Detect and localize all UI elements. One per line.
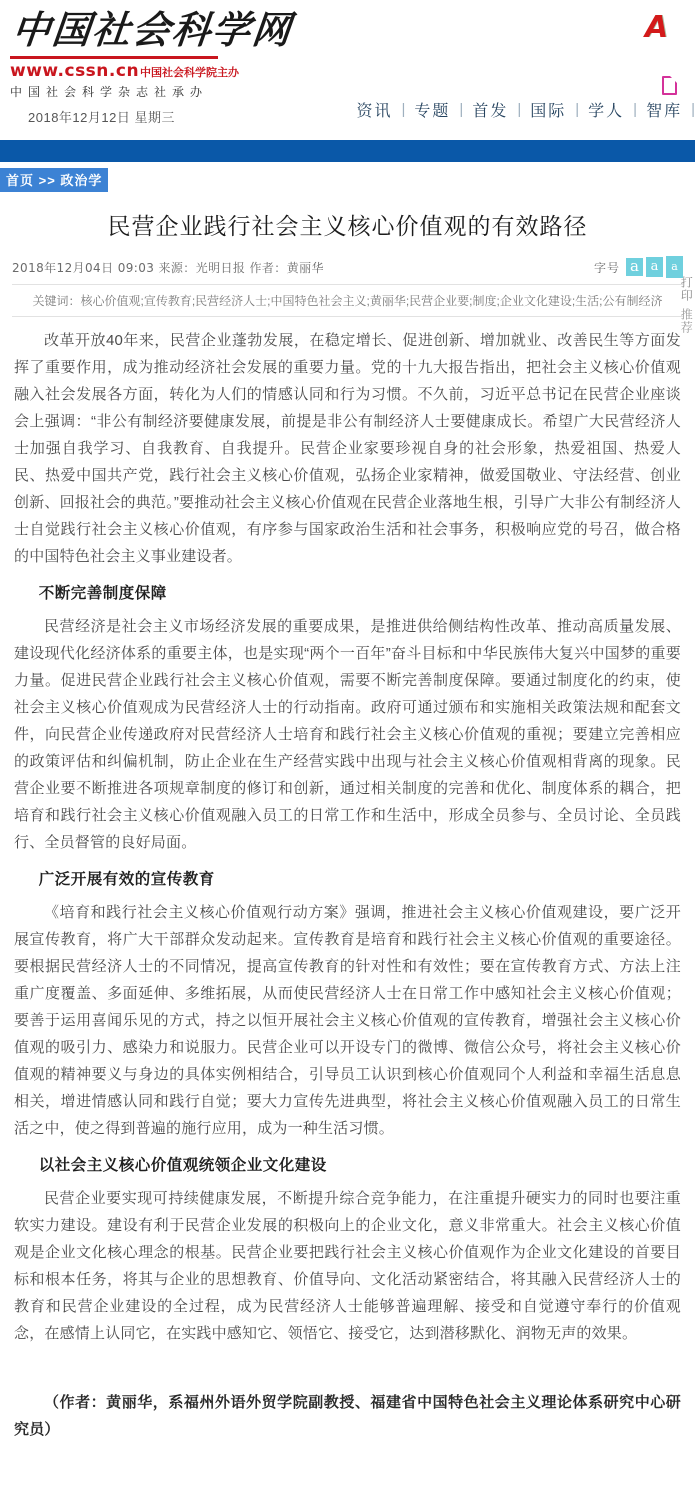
nav-item-zhiku[interactable]: 智库 xyxy=(646,103,683,120)
nav-item-zhuanti[interactable]: 专题 xyxy=(414,103,451,120)
print-button[interactable]: 打印 xyxy=(679,276,694,302)
site-logo[interactable] xyxy=(9,10,295,126)
fontsize-small-button[interactable]: a xyxy=(666,256,683,278)
site-url: www.cssn.cn xyxy=(10,60,140,81)
article-body xyxy=(0,317,695,1471)
brand-mark-glyph: A xyxy=(645,10,665,45)
side-tools xyxy=(673,276,695,334)
logo-underline xyxy=(10,56,218,59)
newspaper-icon[interactable] xyxy=(662,76,677,95)
breadcrumb[interactable]: 首页 >> 政治学 xyxy=(0,168,108,192)
nav-separator: | xyxy=(517,101,522,118)
fontsize-label: 字号 xyxy=(593,260,620,275)
article-paragraph-intro: 改革开放40年来，民营企业蓬勃发展，在稳定增长、促进创新、增加就业、改善民生等方面发挥了重要作用，成为推动经济社会发展的重要力量。党的十九大报告指出，把社会主义核心价值观融入社会发展各方面，转化为人们的情感认同和行为习惯。不久前，习近平总书记在民营企业座谈会上强调：“非公有制经济要健康发展，前提是非公有制经济人士要健康成长。希望广大民营经济人士加强自我学习、自我教育、自我提升。民营企业家要珍视自身的社会形象，热爱祖国、热爱人民、热爱中国共产党，践行社会主义核心价值观，弘扬企业家精神，做爱国敬业、守法经营、创业创新、回报社会的典范。”要推动社会主义核心价值观在民营企业落地生根，引导广大非公有制经济人士自觉践行社会主义核心价值观，有序参与国家政治生活和社会事务，积极响应党的号召，做合格的中国特色社会主义事业建设者。 xyxy=(14,331,681,565)
nav-separator: | xyxy=(401,101,406,118)
brand-mark-icon xyxy=(645,12,687,46)
nav-separator: | xyxy=(459,101,464,118)
page-title: 民营企业践行社会主义核心价值观的有效路径 xyxy=(107,213,588,239)
section-body-1: 民营经济是社会主义市场经济发展的重要成果，是推进供给侧结构性改革、推动高质量发展、建设现代化经济体系的重要主体，也是实现“两个一百年”奋斗目标和中华民族伟大复兴中国梦的重要力量。促进民营企业践行社会主义核心价值观，需要不断完善制度保障。要通过制度化的约束，使社会主义核心价值观成为民营经济人士的行动指南。政府可通过颁布和实施相关政策法规和配套文件，向民营企业传递政府对民营经济人士培育和践行社会主义核心价值观的重视；要建立完善相应的政策评估和纠偏机制，防止企业在生产经营实践中出现与社会主义核心价值观相背离的现象。民营企业要不断推进各项规章制度的修订和创新，通过相关制度的完善和优化、制度体系的耦合，把培育和践行社会主义核心价值观融入员工的日常工作和生活中，形成全员参与、全员讨论、全员践行、全员督管的良好局面。 xyxy=(14,617,681,851)
article-header xyxy=(0,210,695,334)
nav-item-xueren[interactable]: 学人 xyxy=(588,103,625,120)
section-heading-1: 不断完善制度保障 xyxy=(38,584,167,602)
section-body-3: 民营企业要实现可持续健康发展，不断提升综合竞争能力，在注重提升硬实力的同时也要注重软实力建设。建设有利于民营企业发展的积极向上的企业文化，意义非常重大。社会主义核心价值观是企业文化核心理念的根基。民营企业要把践行社会主义核心价值观作为企业文化建设的首要目标和根本任务，将其与企业的思想教育、价值导向、文化活动紧密结合，将其融入民营经济人士的教育和民营企业建设的全过程，成为民营经济人士能够普遍理解、接受和自觉遵守奉行的价值观念，在感情上认同它，在实践中感知它、领悟它、接受它，达到潜移默化、润物无声的效果。 xyxy=(14,1189,681,1342)
site-publisher: 中国社会科学杂志社承办 xyxy=(10,84,209,99)
section-heading-3: 以社会主义核心价值观统领企业文化建设 xyxy=(38,1156,327,1174)
breadcrumb-wrap xyxy=(0,162,695,196)
recommend-button[interactable]: 推荐 xyxy=(679,308,694,334)
site-logo-text: 中国社会科学网 xyxy=(9,10,295,52)
nav-item-guoji[interactable]: 国际 xyxy=(530,103,567,120)
nav-item-shoufa[interactable]: 首发 xyxy=(472,103,509,120)
nav-separator: | xyxy=(575,101,580,118)
section-heading-2: 广泛开展有效的宣传教育 xyxy=(38,870,215,888)
nav-item-zixun[interactable]: 资讯 xyxy=(356,103,393,120)
logo-url-row xyxy=(10,61,260,81)
main-navigation xyxy=(347,98,695,121)
article-byline: 2018年12月04日 09:03 来源：光明日报 作者：黄丽华 xyxy=(12,260,324,275)
nav-separator: | xyxy=(691,101,695,118)
byline-row xyxy=(12,256,683,285)
site-header xyxy=(0,0,695,140)
fontsize-selector xyxy=(594,256,683,278)
keywords-row xyxy=(12,285,683,317)
fontsize-medium-button[interactable]: a xyxy=(646,257,663,277)
article-keywords: 关键词：核心价值观;宣传教育;民营经济人士;中国特色社会主义;黄丽华;民营企业要;制度;企业文化建设;生活;公有制经济 xyxy=(32,294,663,309)
nav-separator: | xyxy=(633,101,638,118)
site-date: 2018年12月12日 星期三 xyxy=(28,109,175,125)
bottom-spacer xyxy=(14,1443,681,1471)
site-sponsor: 中国社会科学院主办 xyxy=(140,66,240,79)
fontsize-large-button[interactable]: a xyxy=(626,258,643,276)
section-body-2: 《培育和践行社会主义核心价值观行动方案》强调，推进社会主义核心价值观建设，要广泛开展宣传教育，将广大干部群众发动起来。宣传教育是培育和践行社会主义核心价值观的重要途径。要根据民营经济人士的不同情况，提高宣传教育的针对性和有效性；要在宣传教育方式、方法上注重广度覆盖、多面延伸、多维拓展，从而使民营经济人士在日常工作中感知社会主义核心价值观；要善于运用喜闻乐见的方式，持之以恒开展社会主义核心价值观的宣传教育，增强社会主义核心价值观的吸引力、感染力和说服力。民营企业可以开设专门的微博、微信公众号，将社会主义核心价值观的精神要义与身边的具体实例相结合，引导员工认识到核心价值观同个人利益和幸福生活息息相关，增进情感认同和践行自觉；要大力宣传先进典型，将社会主义核心价值观融入员工的日常生活之中，使之得到普遍的施行应用，成为一种生活习惯。 xyxy=(14,903,681,1137)
nav-blue-bar xyxy=(0,140,695,162)
author-note: （作者：黄丽华，系福州外语外贸学院副教授、福建省中国特色社会主义理论体系研究中心研究员） xyxy=(14,1393,681,1438)
